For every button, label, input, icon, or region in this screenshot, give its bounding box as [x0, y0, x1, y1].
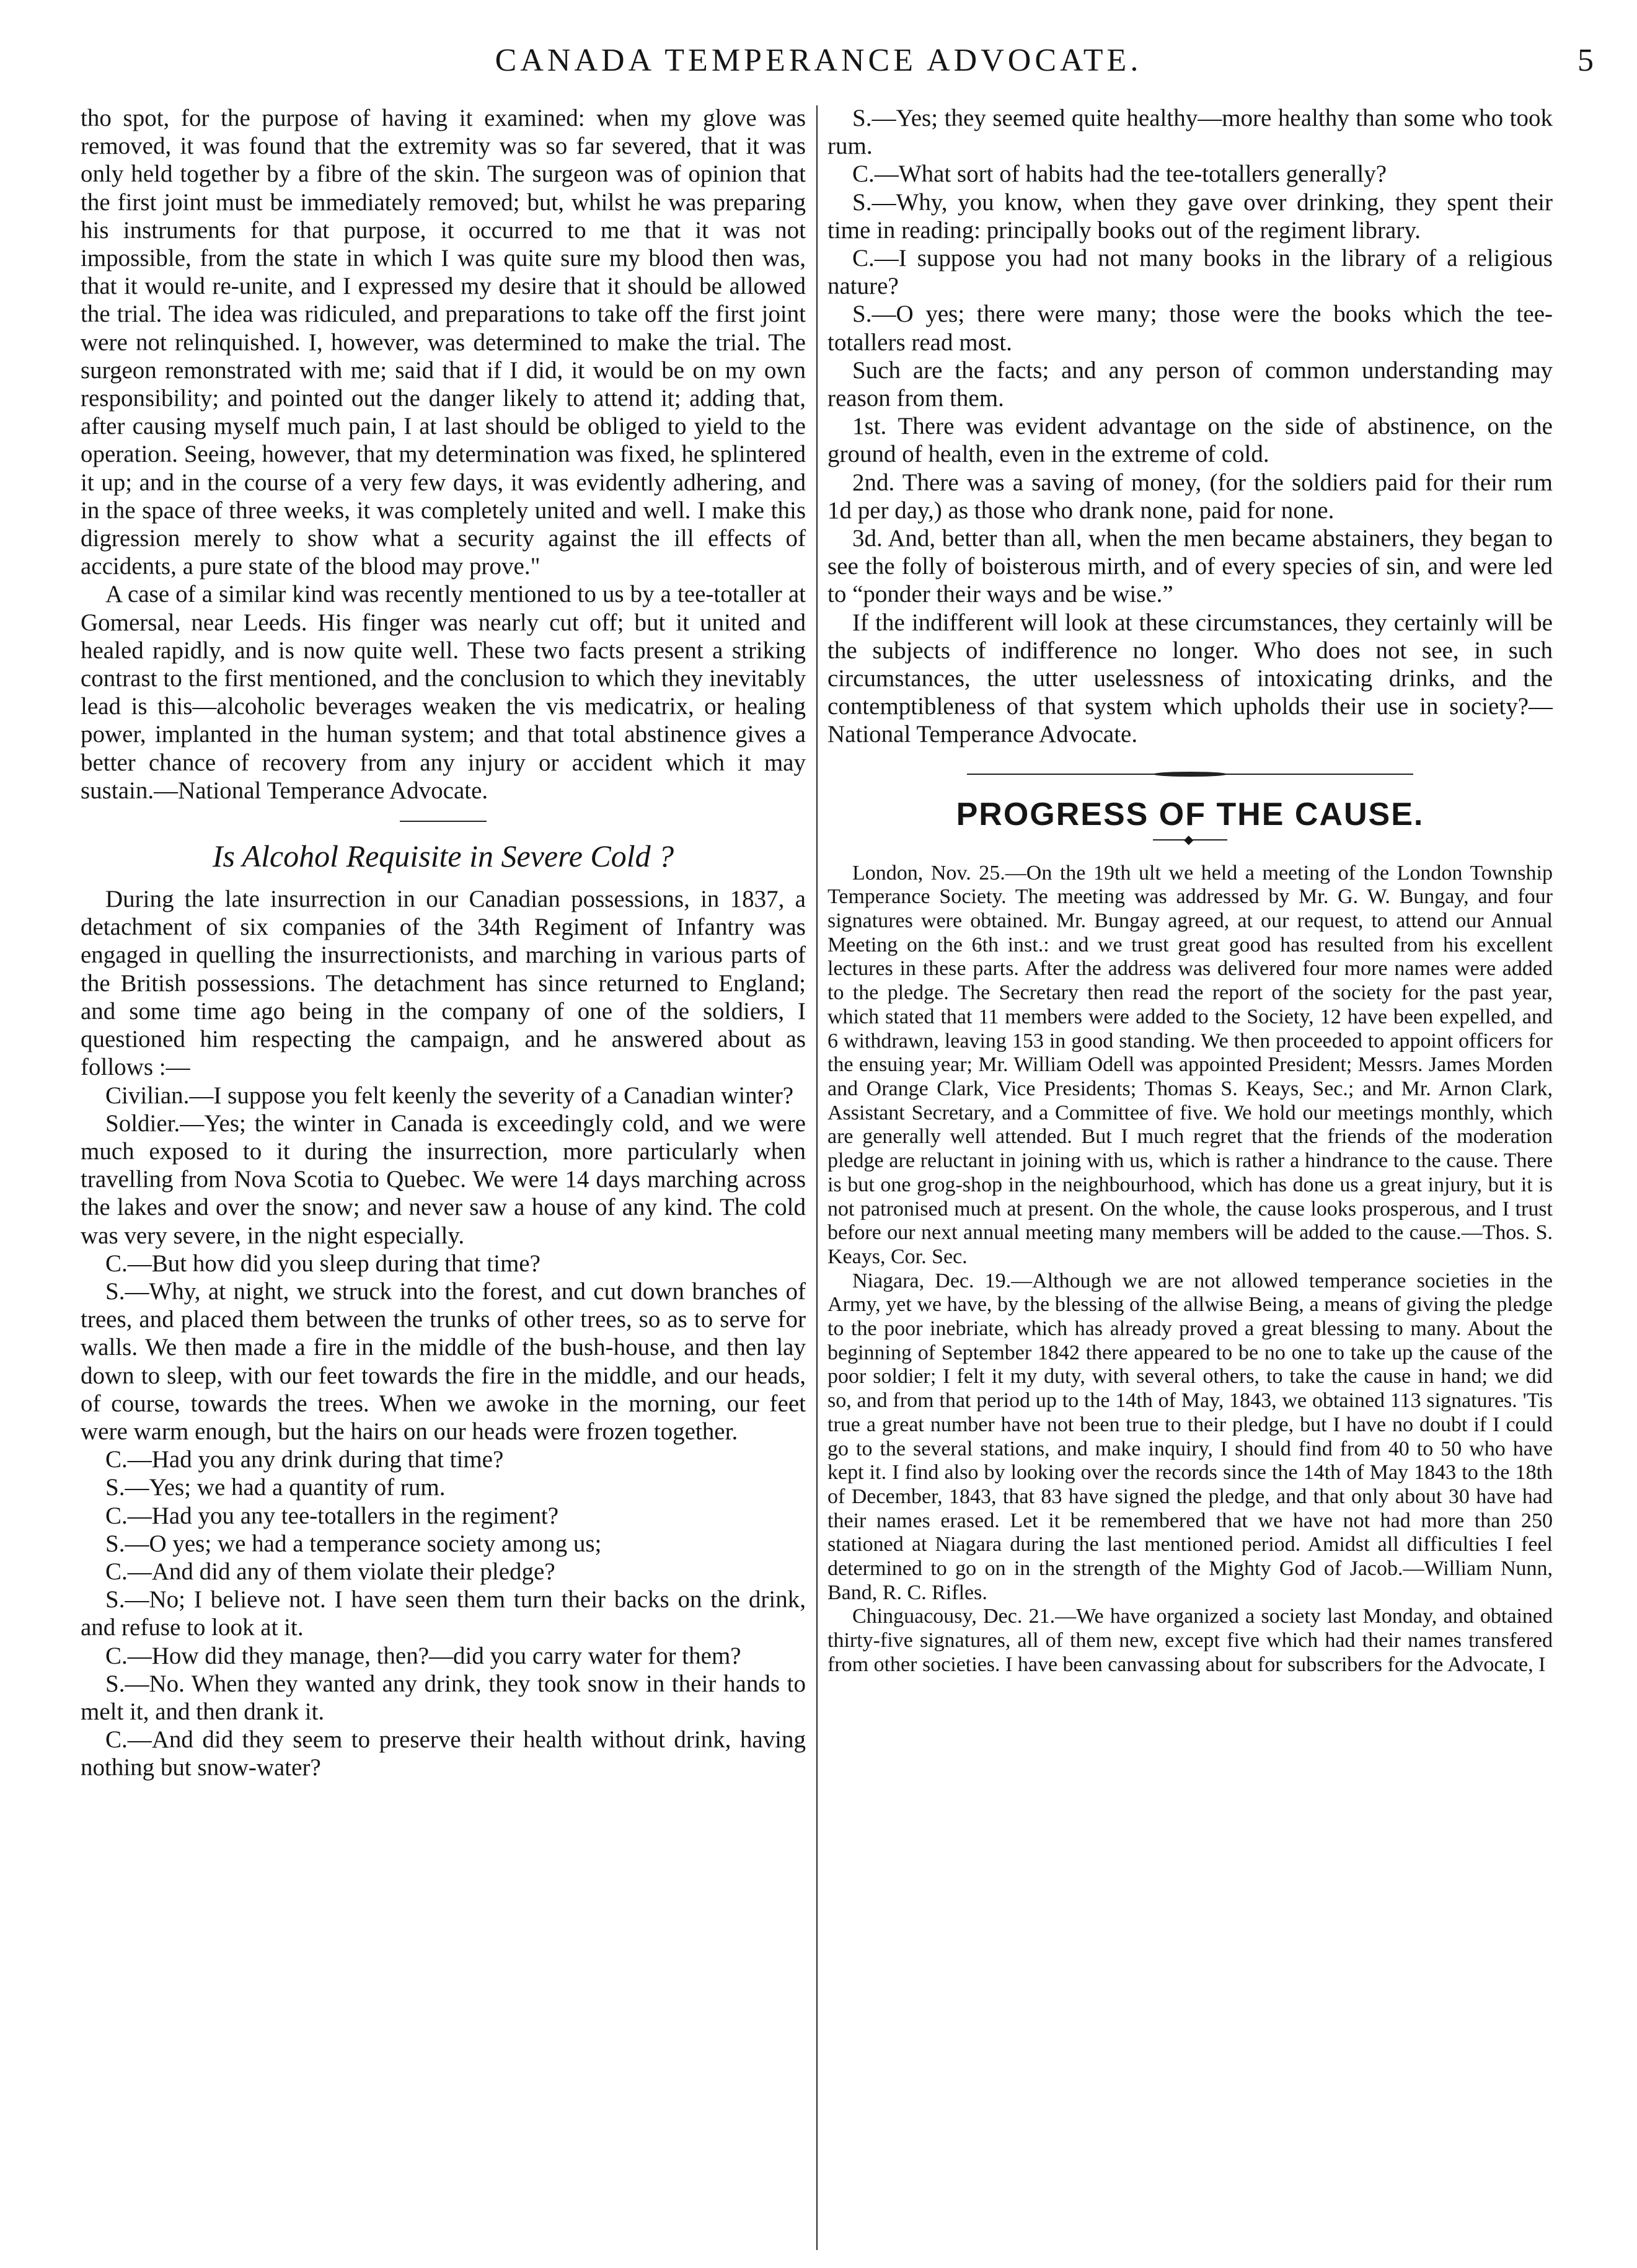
- dialogue-line: C.—What sort of habits had the tee-totallers generally?: [852, 161, 1387, 188]
- dialogue-line: C.—How did they manage, then?—did you carry water for them?: [105, 1642, 741, 1669]
- column-divider: [816, 105, 818, 2250]
- dialogue-line: Civilian.—I suppose you felt keenly the severity of a Canadian winter?: [105, 1082, 794, 1109]
- dialogue-line: C.—I suppose you had not many books in the library of a religious nature?: [827, 245, 1553, 300]
- article-paragraph: Such are the facts; and any person of common understanding may reason from them.: [827, 356, 1553, 412]
- dialogue-line: C.—Had you any drink during that time?: [105, 1446, 504, 1473]
- page-number: 5: [1577, 43, 1594, 78]
- section-ornament: [967, 770, 1413, 779]
- article-paragraph: A case of a similar kind was recently mentioned to us by a tee-totaller at Gomersal, near Leeds. His finger was nearly cut off; but it united and healed rapidly, and is now quite well. These two facts present a striking contrast to the first mentioned, and the conclusion to which they inevitably lead is this—alcoholic beverages weaken the vis medicatrix, or healing power, implanted in the human system; and that total abstinence gives a better chance of recovery from any injury or accident which it may sustain.—National Temperance Advocate.: [81, 581, 806, 804]
- dialogue-line: C.—And did any of them violate their pledge?: [105, 1558, 555, 1585]
- report-paragraph: London, Nov. 25.—On the 19th ult we held a meeting of the London Township Temperance Society. The meeting was addressed by Mr. G. W. Bungay, and four signatures were obtained. Mr. Bungay agreed, at our request, to attend our Annual Meeting on the 6th inst.: and we trust great good has resulted from his excellent lectures in these parts. After the address was delivered four more names were added to the pledge. The Secretary then read the report of the society for the past year, which stated that 11 members were added to the Society, 12 have been expelled, and 6 withdrawn, leaving 153 in good standing. We then proceeded to appoint officers for the ensuing year; Mr. William Odell was appointed President; Messrs. James Morden and Orange Clark, Vice Presidents; Thomas S. Keays, Sec.; and Mr. Arnon Clark, Assistant Secretary, and a Committee of five. We hold our meetings monthly, which are generally well attended. But I much regret that the friends of the moderation pledge are reluctant in joining with us, which is rather a hindrance to the cause. There is but one grog-shop in the neighbourhood, which has done us a great injury, but it is not patronised much at present. On the whole, the cause looks prosperous, and I trust before our next annual meeting many members will be added to the cause.—Thos. S. Keays, Cor. Sec.: [827, 861, 1553, 1268]
- report-paragraph: Niagara, Dec. 19.—Although we are not allowed temperance societies in the Army, yet we have, by the blessing of the allwise Being, a means of giving the pledge to the poor inebriate, which has already proved a great blessing to many. About the beginning of September 1842 there appeared to be no one to take up the cause of the poor soldier; I felt it my duty, with several others, to take the cause in hand; we did so, and from that period up to the 14th of May, 1843, we obtained 113 signatures. 'Tis true a great number have not been true to their pledge, but I have no doubt if I could go to the several stations, and make inquiry, I should find from 40 to 50 who have kept it. I find also by looking over the records since the 14th of May 1843 to the 18th of December, 1843, that 83 have signed the pledge, and that only about 30 have had their names erased. Let it be remembered that we have not had more than 250 stationed at Niagara during the last mentioned period. Amidst all difficulties I feel determined to go on in the strength of the Mighty God of Jacob.—William Nunn, Band, R. C. Rifles.: [827, 1269, 1553, 1604]
- dialogue-line: S.—Why, at night, we struck into the forest, and cut down branches of trees, and placed them between the trunks of other trees, so as to serve for walls. We then made a fire in the middle of the bush-house, and then lay down to sleep, with our feet towards the fire in the middle, and our heads, of course, towards the trees. When we awoke in the morning, our feet were warm enough, but the hairs on our heads were frozen together.: [81, 1277, 806, 1445]
- dialogue-line: S.—Yes; we had a quantity of rum.: [105, 1474, 446, 1501]
- dialogue-line: C.—Had you any tee-totallers in the regiment?: [105, 1502, 559, 1529]
- dialogue-line: S.—Why, you know, when they gave over drinking, they spent their time in reading: principally books out of the regiment library.: [827, 188, 1553, 244]
- dialogue-line: C.—And did they seem to preserve their health without drink, having nothing but snow-water?: [81, 1726, 806, 1781]
- masthead-title: CANADA TEMPERANCE ADVOCATE.: [495, 43, 1142, 78]
- article-paragraph: 3d. And, better than all, when the men became abstainers, they began to see the folly of boisterous mirth, and of every species of sin, and were led to “ponder their ways and be wise.”: [827, 525, 1553, 608]
- report-paragraph: Chinguacousy, Dec. 21.—We have organized a society last Monday, and obtained thirty-five signatures, all of them new, except five which had their names transfered from other societies. I have been canvassing about for subscribers for the Advocate, I: [827, 1605, 1553, 1676]
- article-paragraph: 2nd. There was a saving of money, (for the soldiers paid for their rum 1d per day,) as those who drank none, paid for none.: [827, 469, 1553, 524]
- dialogue-line: S.—No; I believe not. I have seen them turn their backs on the drink, and refuse to look at it.: [81, 1586, 806, 1641]
- running-head: [0, 42, 1637, 79]
- article-paragraph: tho spot, for the purpose of having it examined: when my glove was removed, it was found that the extremity was so far severed, that it was only held together by a fibre of the skin. The surgeon was of opinion that the first joint must be immediately removed; but, whilst he was preparing his instruments for that purpose, it occurred to me that it was not impossible, from the state in which I was quite sure my blood then was, that it would re-unite, and I expressed my desire that it should be allowed the trial. The idea was ridiculed, and preparations to take off the first joint were not relinquished. I, however, was determined to make the trial. The surgeon remonstrated with me; said that if I did, it would be on my own responsibility; and pointed out the danger likely to attend it; adding that, after causing myself much pain, I at last should be obliged to yield to the operation. Seeing, however, that my determination was fixed, he splintered it up; and in the course of a very few days, it was evidently adhering, and in the space of three weeks, it was completely united and well. I make this digression merely to show what a security against the ill effects of accidents, a pure state of the blood may prove.": [81, 105, 806, 580]
- dialogue-line: S.—O yes; we had a temperance society among us;: [105, 1530, 602, 1557]
- dialogue-line: S.—No. When they wanted any drink, they took snow in their hands to melt it, and then drank it.: [81, 1670, 806, 1725]
- article-paragraph: If the indifferent will look at these circumstances, they certainly will be the subjects of indifference no longer. Who does not see, in such circumstances, the utter uselessness of intoxicating drinks, and the contemptibleness of that system which upholds their use in society?—National Temperance Advocate.: [827, 609, 1553, 748]
- title-ornament: [1153, 837, 1227, 843]
- article-headline: Is Alcohol Requisite in Severe Cold ?: [212, 839, 674, 874]
- dialogue-line: S.—Yes; they seemed quite healthy—more healthy than some who took rum.: [827, 105, 1553, 160]
- left-column: [81, 104, 806, 2255]
- section-title: PROGRESS OF THE CAUSE.: [956, 796, 1424, 832]
- right-column: [827, 104, 1553, 2255]
- article-paragraph: 1st. There was evident advantage on the side of abstinence, on the ground of health, even in the extreme of cold.: [827, 413, 1553, 468]
- article-separator: [400, 821, 487, 822]
- dialogue-line: S.—O yes; there were many; those were the books which the tee-totallers read most.: [827, 301, 1553, 356]
- dialogue-line: Soldier.—Yes; the winter in Canada is exceedingly cold, and we were much exposed to it during the insurrection, more particularly when travelling from Nova Scotia to Quebec. We were 14 days marching across the lakes and over the snow; and never saw a house of any kind. The cold was very severe, in the night especially.: [81, 1110, 806, 1249]
- article-paragraph: During the late insurrection in our Canadian possessions, in 1837, a detachment of six companies of the 34th Regiment of Infantry was engaged in quelling the insurrectionists, and marching in various parts of the British possessions. The detachment has since returned to England; and some time ago being in the company of one of the soldiers, I questioned him respecting the campaign, and he answered about as follows :—: [81, 886, 806, 1081]
- dialogue-line: C.—But how did you sleep during that time?: [105, 1250, 541, 1277]
